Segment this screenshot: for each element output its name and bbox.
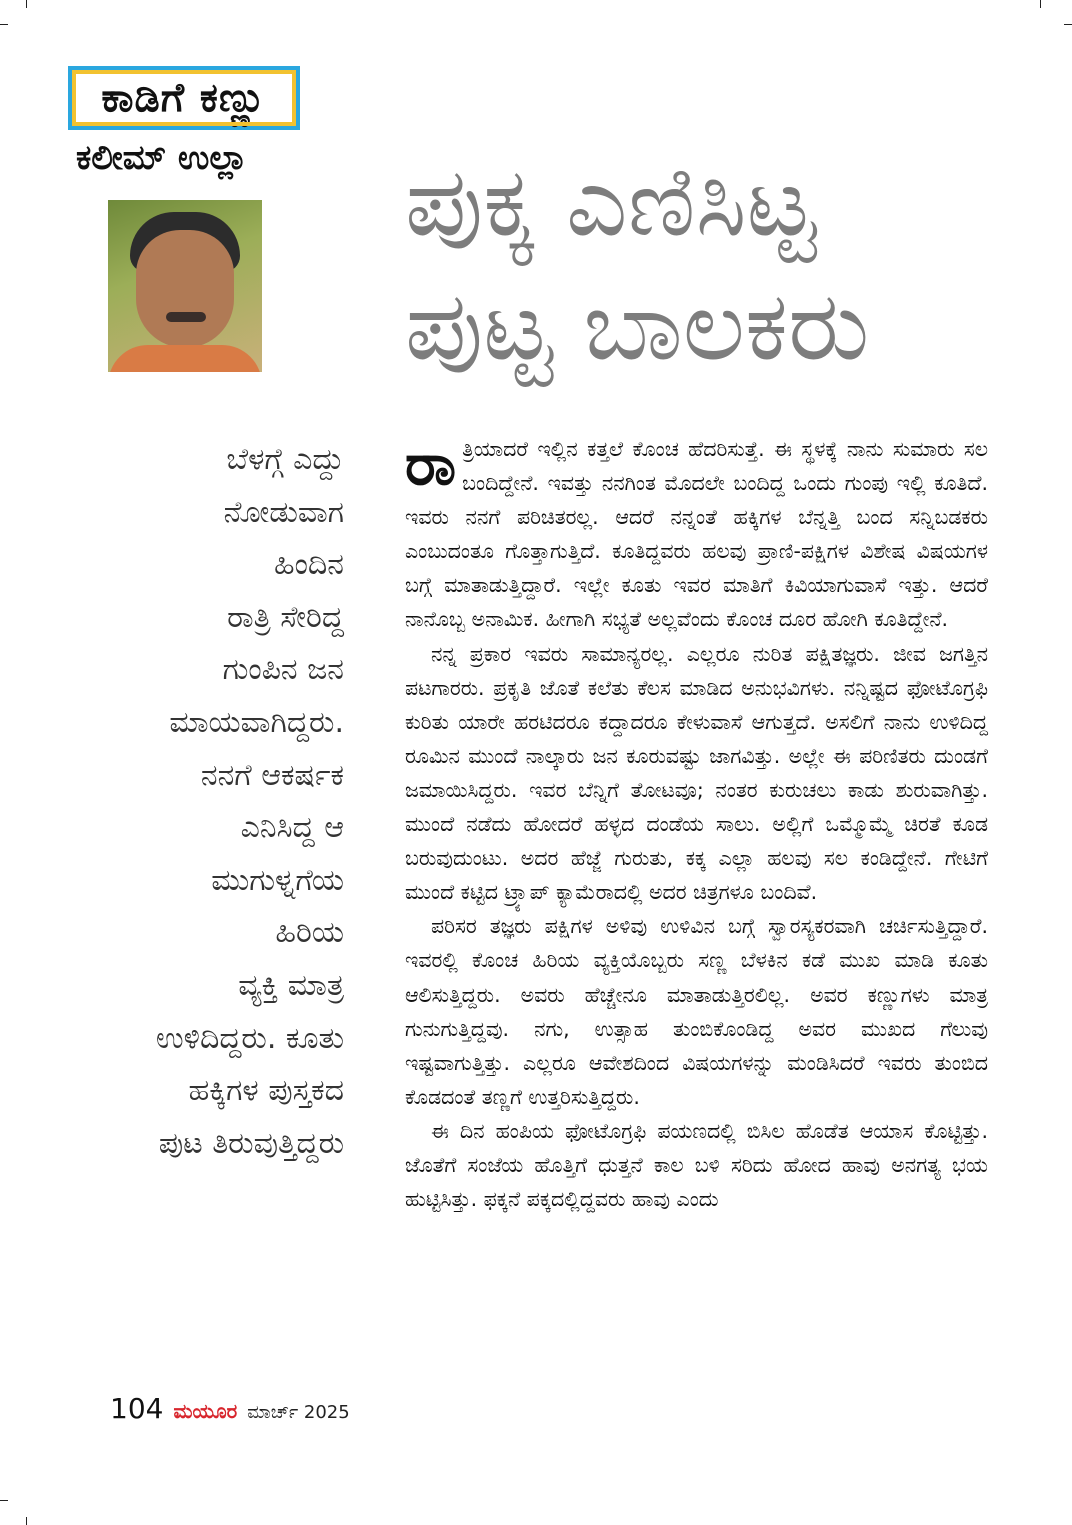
- pull-quote-line: ಬೆಳಗ್ಗೆ ಎದ್ದು: [226, 442, 344, 477]
- author-name: ಕಲೀಮ್ ಉಲ್ಲಾ: [76, 138, 248, 178]
- crop-mark: [26, 1517, 27, 1525]
- pull-quote-line: ನೋಡುವಾಗ: [223, 494, 344, 530]
- drop-cap: ರಾ: [405, 430, 457, 498]
- crop-mark: [0, 1500, 8, 1501]
- paragraph-text: ತ್ರಿಯಾದರೆ ಇಲ್ಲಿನ ಕತ್ತಲೆ ಕೊಂಚ ಹೆದರಿಸುತ್ತೆ. ಈ ಸ್ಥಳಕ್ಕೆ ನಾನು ಸುಮಾರು ಸಲ ಬಂದಿದ್ದೇನೆ. ಇವತ್ತು ನನಗಿಂತ ಮೊದಲೇ ಬಂದಿದ್ದ ಒಂದು ಗುಂಪು ಇಲ್ಲಿ ಕೂತಿದೆ. ಇವರು ನನಗೆ ಪರಿಚಿತರಲ್ಲ. ಆದರೆ ನನ್ನಂತೆ ಹಕ್ಕಿಗಳ ಬೆನ್ನತ್ತಿ ಬಂದ ಸನ್ನಿಬಡಕರು ಎಂಬುದಂತೂ ಗೊತ್ತಾಗುತ್ತಿದೆ. ಕೂತಿದ್ದವರು ಹಲವು ಪ್ರಾಣಿ-ಪಕ್ಷಿಗಳ ವಿಶೇಷ ವಿಷಯಗಳ ಬಗ್ಗೆ ಮಾತಾಡುತ್ತಿದ್ದಾರೆ. ಇಲ್ಲೇ ಕೂತು ಇವರ ಮಾತಿಗೆ ಕಿವಿಯಾಗುವಾಸೆ ಇತ್ತು. ಆದರೆ ನಾನೊಬ್ಬ ಅನಾಮಿಕ. ಹೀಗಾಗಿ ಸಭ್ಯತೆ ಅಲ್ಲವೆಂದು ಕೊಂಚ ದೂರ ಹೋಗಿ ಕೂತಿದ್ದೇನೆ.: [405, 437, 988, 632]
- magazine-logo: ಮಯೂರ: [173, 1399, 238, 1423]
- pull-quote-line: ಉಳಿದಿದ್ದರು. ಕೂತು: [155, 1020, 344, 1056]
- headline-line: ಪುಕ್ಕ ಎಣಿಸಿಟ್ಟ: [405, 146, 817, 258]
- issue-date: ಮಾರ್ಚ್ 2025: [247, 1402, 350, 1423]
- pull-quote-line: ರಾತ್ರಿ ಸೇರಿದ್ದ: [227, 599, 344, 635]
- page-number: 104: [110, 1392, 164, 1425]
- crop-mark: [26, 0, 27, 8]
- pull-quote-line: ಮುಗುಳ್ನಗೆಯ: [211, 862, 344, 898]
- pull-quote-line: ಪುಟ ತಿರುವುತ್ತಿದ್ದರು: [158, 1125, 344, 1161]
- headline: [405, 140, 1045, 388]
- pull-quote-line: ನನಗೆ ಆಕರ್ಷಕ: [200, 757, 344, 793]
- pull-quote-line: ಹಕ್ಕಿಗಳ ಪುಸ್ತಕದ: [188, 1073, 344, 1109]
- pull-quote-line: ವ್ಯಕ್ತಿ ಮಾತ್ರ: [238, 967, 344, 1003]
- paragraph: [405, 432, 988, 637]
- paragraph: ನನ್ನ ಪ್ರಕಾರ ಇವರು ಸಾಮಾನ್ಯರಲ್ಲ. ಎಲ್ಲರೂ ನುರಿತ ಪಕ್ಷಿತಜ್ಞರು. ಜೀವ ಜಗತ್ತಿನ ಪಟಗಾರರು. ಪ್ರಕೃತಿ ಜೊತೆ ಕಲೆತು ಕೆಲಸ ಮಾಡಿದ ಅನುಭವಿಗಳು. ನನ್ನಿಷ್ಟದ ಫೋಟೊಗ್ರಫಿ ಕುರಿತು ಯಾರೇ ಹರಟಿದರೂ ಕದ್ದಾದರೂ ಕೇಳುವಾಸೆ ಆಗುತ್ತದೆ. ಅಸಲಿಗೆ ನಾನು ಉಳಿದಿದ್ದ ರೂಮಿನ ಮುಂದೆ ನಾಲ್ಕಾರು ಜನ ಕೂರುವಷ್ಟು ಜಾಗವಿತ್ತು. ಅಲ್ಲೇ ಈ ಪರಿಣಿತರು ದುಂಡಗೆ ಜಮಾಯಿಸಿದ್ದರು. ಇವರ ಬೆನ್ನಿಗೆ ತೋಟವೂ; ನಂತರ ಕುರುಚಲು ಕಾಡು ಶುರುವಾಗಿತ್ತು. ಮುಂದೆ ನಡೆದು ಹೋದರೆ ಹಳ್ಳದ ದಂಡೆಯ ಸಾಲು. ಅಲ್ಲಿಗೆ ಒಮ್ಮೊಮ್ಮೆ ಚಿರತೆ ಕೂಡ ಬರುವುದುಂಟು. ಅದರ ಹೆಜ್ಜೆ ಗುರುತು, ಕಕ್ಕ ಎಲ್ಲಾ ಹಲವು ಸಲ ಕಂಡಿದ್ದೇನೆ. ಗೇಟಿಗೆ ಮುಂದೆ ಕಟ್ಟಿದ ಟ್ರ್ಯಾಪ್ ಕ್ಯಾಮೆರಾದಲ್ಲಿ ಅದರ ಚಿತ್ರಗಳೂ ಬಂದಿವೆ.: [405, 641, 988, 905]
- column-logo: [68, 66, 300, 130]
- paragraph: ಪರಿಸರ ತಜ್ಞರು ಪಕ್ಷಿಗಳ ಅಳಿವು ಉಳಿವಿನ ಬಗ್ಗೆ ಸ್ವಾರಸ್ಯಕರವಾಗಿ ಚರ್ಚಿಸುತ್ತಿದ್ದಾರೆ. ಇವರಲ್ಲಿ ಕೊಂಚ ಹಿರಿಯ ವ್ಯಕ್ತಿಯೊಬ್ಬರು ಸಣ್ಣ ಬೆಳಕಿನ ಕಡೆ ಮುಖ ಮಾಡಿ ಕೂತು ಆಲಿಸುತ್ತಿದ್ದರು. ಅವರು ಹೆಚ್ಚೇನೂ ಮಾತಾಡುತ್ತಿರಲಿಲ್ಲ. ಅವರ ಕಣ್ಣುಗಳು ಮಾತ್ರ ಗುನುಗುತ್ತಿದ್ದವು. ನಗು, ಉತ್ಸಾಹ ತುಂಬಿಕೊಂಡಿದ್ದ ಅವರ ಮುಖದ ಗೆಲುವು ಇಷ್ಟವಾಗುತ್ತಿತ್ತು. ಎಲ್ಲರೂ ಆವೇಶದಿಂದ ವಿಷಯಗಳನ್ನು ಮಂಡಿಸಿದರೆ ಇವರು ತುಂಬಿದ ಕೊಡದಂತೆ ತಣ್ಣಗೆ ಉತ್ತರಿಸುತ್ತಿದ್ದರು.: [405, 914, 988, 1109]
- crop-mark: [1040, 0, 1041, 8]
- column-name: ಕಾಡಿಗೆ ಕಣ್ಣು: [101, 75, 267, 121]
- pull-quote-line: ಮಾಯವಾಗಿದ್ದರು.: [169, 704, 344, 740]
- article-body: [405, 432, 988, 1216]
- pull-quote-line: ಗುಂಪಿನ ಜನ: [222, 652, 344, 688]
- paragraph: ಈ ದಿನ ಹಂಪಿಯ ಫೋಟೊಗ್ರಫಿ ಪಯಣದಲ್ಲಿ ಬಿಸಿಲ ಹೊಡೆತ ಆಯಾಸ ಕೊಟ್ಟಿತ್ತು. ಜೊತೆಗೆ ಸಂಜೆಯ ಹೊತ್ತಿಗೆ ಧುತ್ತನೆ ಕಾಲ ಬಳಿ ಸರಿದು ಹೋದ ಹಾವು ಅನಗತ್ಯ ಭಯ ಹುಟ್ಟಿಸಿತ್ತು. ಫಕ್ಕನೆ ಪಕ್ಕದಲ್ಲಿದ್ದವರು ಹಾವು ಎಂದು: [405, 1118, 988, 1212]
- crop-mark: [1064, 24, 1072, 25]
- crop-mark: [0, 24, 8, 25]
- author-photo: [108, 200, 262, 372]
- pull-quote-line: ಎನಿಸಿದ್ದ ಆ: [240, 810, 344, 846]
- pull-quote: [94, 434, 344, 1170]
- pull-quote-line: ಹಿರಿಯ: [275, 915, 344, 951]
- page-footer: [110, 1392, 350, 1425]
- pull-quote-line: ಹಿಂದಿನ: [274, 547, 344, 583]
- headline-line: ಪುಟ್ಟ ಬಾಲಕರು: [405, 270, 870, 382]
